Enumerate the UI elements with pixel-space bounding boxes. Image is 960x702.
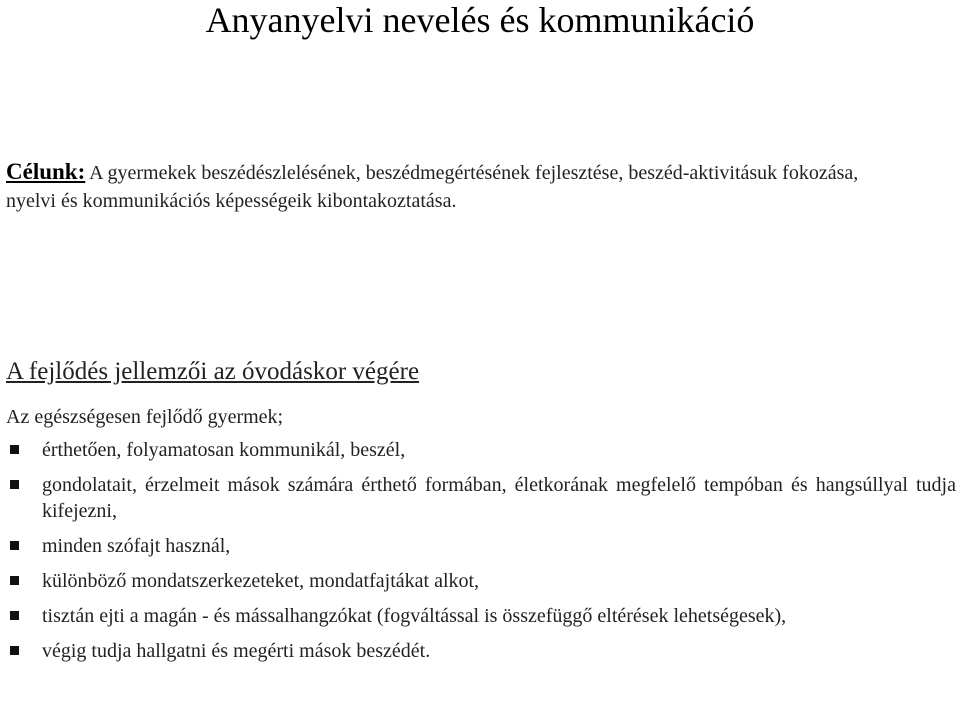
list-item-text: tisztán ejti a magán - és mássalhangzókat (fogváltással is összefüggő eltérések lehetségesek), [42,605,787,627]
list-item [6,568,956,594]
list-item-text: különböző mondatszerkezeteket, mondatfajtákat alkot, [42,570,480,592]
list-item-text: gondolatait, érzelmeit mások számára érthető formában, életkorának megfelelő tempóban és hangsúllyal tudja kifejezni, [42,474,956,522]
list-item [6,472,956,524]
section-intro: Az egészségesen fejlődő gyermek; [6,406,284,428]
square-bullet-icon [10,611,19,620]
goal-label: Célunk: [6,159,86,184]
goal-paragraph [6,158,906,215]
square-bullet-icon [10,646,19,655]
goal-text: A gyermekek beszédészlelésének, beszédmegértésének fejlesztése, beszéd-aktivitásuk fokozása, nyelvi és kommunikációs képességeik kibontakoztatása. [6,162,859,212]
square-bullet-icon [10,541,19,550]
page-title: Anyanyelvi nevelés és kommunikáció [205,0,755,40]
square-bullet-icon [10,445,19,454]
list-item-text: végig tudja hallgatni és megérti mások beszédét. [42,640,431,662]
list-item [6,533,956,559]
characteristics-list [6,437,956,664]
section-heading: A fejlődés jellemzői az óvodáskor végére [6,358,420,385]
list-item [6,437,956,463]
list-item-text: érthetően, folyamatosan kommunikál, beszél, [42,439,406,461]
list-item [6,603,956,629]
square-bullet-icon [10,480,19,489]
list-item [6,638,956,664]
square-bullet-icon [10,576,19,585]
list-item-text: minden szófajt használ, [42,535,231,557]
